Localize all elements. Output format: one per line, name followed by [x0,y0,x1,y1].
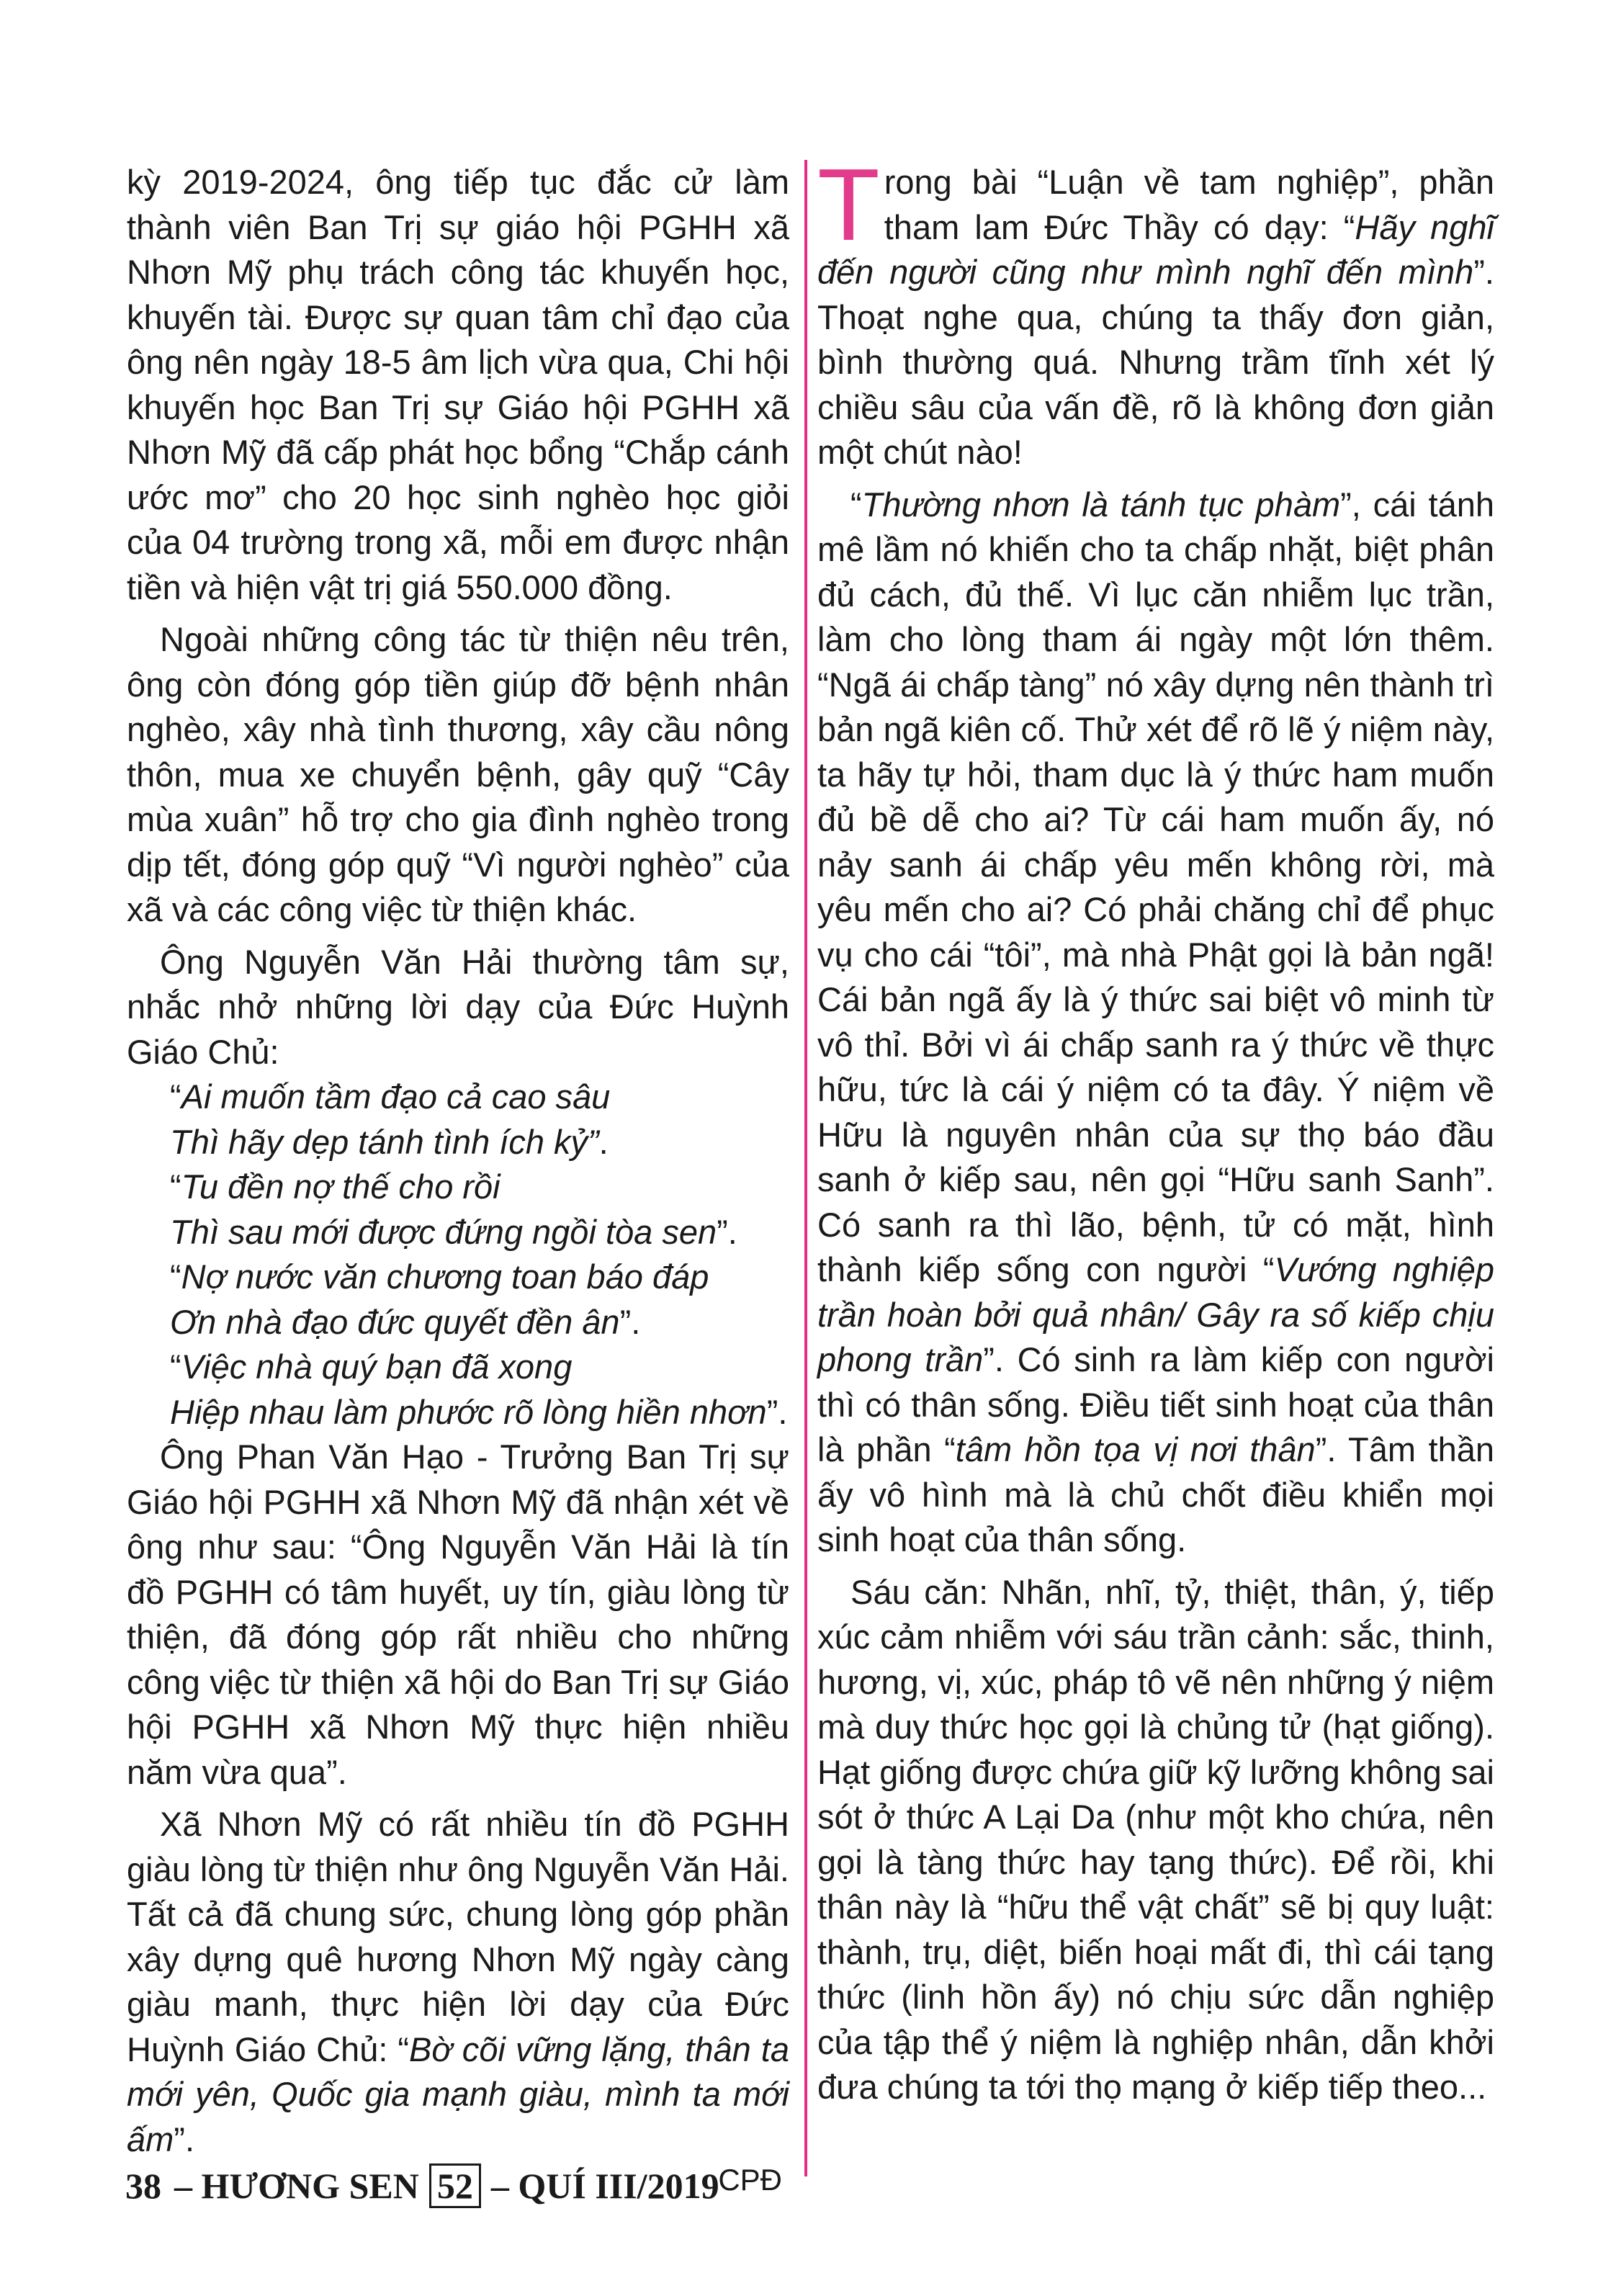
close-quote: ”. [619,1302,641,1341]
paragraph-3: Ông Nguyễn Văn Hải thường tâm sự, nhắc nhở những lời dạy của Đức Huỳnh Giáo Chủ: [127,942,789,1071]
quote-close: ”. [174,2120,195,2158]
footer-dash: – [174,2166,192,2206]
page-footer [125,2161,719,2211]
paragraph-5-text: Xã Nhơn Mỹ có rất nhiều tín đồ PGHH giàu lòng từ thiện như ông Nguyễn Văn Hải. Tất cả đã chung sức, chung lòng góp phần xây dựng quê hương Nhơn Mỹ ngày càng giàu manh, thực hiện lời dạy của Đức Huỳnh Giáo Chủ: “ [127,1805,789,2068]
paragraph-text: ”, cái tánh mê lầm nó khiến cho ta chấp nhặt, biệt phân đủ cách, đủ thế. Vì lục căn nhiễm lục trần, làm cho lòng tham ái ngày một lớn thêm. “Ngã ái chấp tàng” nó xây dựng nên thành trì bản ngã kiên cố. Thử xét để rõ lẽ ý niệm này, ta hãy tự hỏi, tham dục là ý thức ham muốn đủ bề dễ cho ai? Từ cái ham muốn ấy, nó nảy sanh ái chấp yêu mến không rời, mà yêu mến cho ai? Có phải chăng chỉ để phục vụ cho cái “tôi”, mà nhà Phật gọi là bản ngã! Cái bản ngã ấy là ý thức sai biệt vô minh từ vô thỉ. Bởi vì ái chấp sanh ra ý thức về thực hữu, tức là cái ý niệm có ta đây. Ý niệm về Hữu là nguyên nhân của sự thọ báo đầu sanh ở kiếp sau, nên gọi “Hữu sanh Sanh”. Có sanh ra thì lão, bệnh, tử có mặt, hình thành kiếp sống con người “ [817,485,1494,1288]
verse-block [127,1075,789,1435]
paragraph-4: Ông Phan Văn Hạo - Trưởng Ban Trị sự Giáo hội PGHH xã Nhơn Mỹ đã nhận xét về ông như sau: “Ông Nguyễn Văn Hải là tín đồ PGHH có tâm huyết, uy tín, giàu lòng từ thiện, đã đóng góp rất nhiều cho những công việc từ thiện xã hội do Ban Trị sự Giáo hội PGHH xã Nhơn Mỹ thực hiện nhiều năm vừa qua”. [127,1438,789,1791]
paragraph-1: kỳ 2019-2024, ông tiếp tục đắc cử làm thành viên Ban Trị sự giáo hội PGHH xã Nhơn Mỹ phụ trách công tác khuyến học, khuyến tài. Được sự quan tâm chỉ đạo của ông nên ngày 18-5 âm lịch vừa qua, Chi hội khuyến học Ban Trị sự Giáo hội PGHH xã Nhơn Mỹ đã cấp phát học bổng “Chắp cánh ước mơ” cho 20 học sinh nghèo học giỏi của 04 trường trong xã, mỗi em được nhận tiền và hiện vật trị giá 550.000 đồng. [127,163,789,606]
open-quote: “ [170,1167,181,1206]
verse-line-8 [127,1390,789,1435]
verse-line-2 [127,1120,789,1165]
open-quote: “ [170,1347,181,1386]
verse-text: Việc nhà quý bạn đã xong [181,1347,573,1386]
open-quote: “ [170,1257,181,1296]
verse-text: Ơn nhà đạo đức quyết đền ân [170,1302,620,1341]
magazine-name: HƯƠNG SEN [201,2166,419,2206]
paragraph-text: ”. Tâm thần ấy vô hình mà là chủ chốt điều khiển mọi sinh hoạt của thân sống. [817,1430,1495,1559]
quote-italic: Hãy nghĩ đến người cũng như mình nghĩ đến mình [817,207,1494,291]
quote-italic: Bờ cõi vững lặng, thân ta mới yên, Quốc gia mạnh giàu, mình ta mới ấm [127,2030,789,2158]
verse-text: Thì sau mới được đứng ngồi tòa sen [170,1212,717,1251]
drop-cap: T [817,148,880,262]
verse-text: Hiệp nhau làm phước rõ lòng hiền nhơn [170,1392,767,1431]
paragraph-text: ”. Có sinh ra làm kiếp con người thì có thân sống. Điều tiết sinh hoạt của thân là phần “ [817,1340,1494,1468]
verse-text: Thì hãy dẹp tánh tình ích kỷ” [170,1122,599,1161]
author-signature: CPĐ [718,2163,782,2197]
close-quote: . [598,1122,609,1161]
paragraph-1 [817,148,1494,475]
verse-line-3 [127,1165,789,1210]
close-quote: ”. [717,1212,737,1251]
page-number: 38 [125,2166,161,2206]
verse-line-4 [127,1210,789,1255]
left-column [127,160,789,2198]
verse-line-5 [127,1255,789,1300]
paragraph-text: rong bài “Luận về tam nghiệp”, phần tham lam Đức Thầy có dạy: “ [884,163,1494,246]
right-column [817,148,1495,2110]
paragraph-5 [127,1802,789,2162]
quote-italic: tâm hồn tọa vị nơi thân [955,1430,1316,1468]
paragraph-2 [817,483,1494,1563]
open-quote: “ [170,1077,181,1116]
quarter-label: QUÍ III/2019 [518,2166,719,2206]
verse-text: Tu đền nợ thế cho rồi [181,1167,500,1206]
quote-italic: Thường nhơn là tánh tục phàm [861,485,1341,524]
column-divider [804,160,807,2176]
close-quote: ”. [766,1392,788,1431]
paragraph-2: Ngoài những công tác từ thiện nêu trên, ông còn đóng góp tiền giúp đỡ bệnh nhân nghèo, xây nhà tình thương, xây cầu nông thôn, mua xe chuyển bệnh, gây quỹ “Cây mùa xuân” hỗ trợ cho gia đình nghèo trong dịp tết, đóng góp quỹ “Vì người nghèo” của xã và các công việc từ thiện khác. [127,620,789,928]
verse-line-6 [127,1300,789,1345]
verse-text: Ai muốn tầm đạo cả cao sâu [181,1077,611,1116]
paragraph-text: “ [850,485,862,524]
verse-text: Nợ nước văn chương toan báo đáp [181,1257,709,1296]
verse-line-7 [127,1345,789,1390]
paragraph-text: ”. Thoạt nghe qua, chúng ta thấy đơn giản, bình thường quá. Nhưng trầm tĩnh xét lý chiều sâu của vấn đề, rõ là không đơn giản một chút nào! [817,253,1494,471]
footer-dash: – [490,2166,509,2206]
quote-italic: Vướng nghiệp trần hoàn bởi quả nhân/ Gây ra số kiếp chịu phong trần [817,1250,1494,1378]
verse-line-1 [127,1075,789,1120]
paragraph-3: Sáu căn: Nhãn, nhĩ, tỷ, thiệt, thân, ý, tiếp xúc cảm nhiễm với sáu trần cảnh: sắc, thinh, hương, vị, xúc, pháp tô vẽ nên những ý niệm mà duy thức học gọi là chủng tử (hạt giống). Hạt giống được chứa giữ kỹ lưỡng không sai sót ở thức A Lại Da (như một kho chứa, nên gọi là tàng thức hay tạng thức). Để rồi, khi thân này là “hữu thể vật chất” sẽ bị quy luật: thành, trụ, diệt, biến hoại mất đi, thì cái tạng thức (linh hồn ấy) nó chịu sức dẫn nghiệp của tập thể ý niệm là nghiệp nhân, dẫn khởi đưa chúng ta tới thọ mạng ở kiếp tiếp theo... [817,1572,1494,2106]
issue-number: 52 [429,2163,481,2208]
